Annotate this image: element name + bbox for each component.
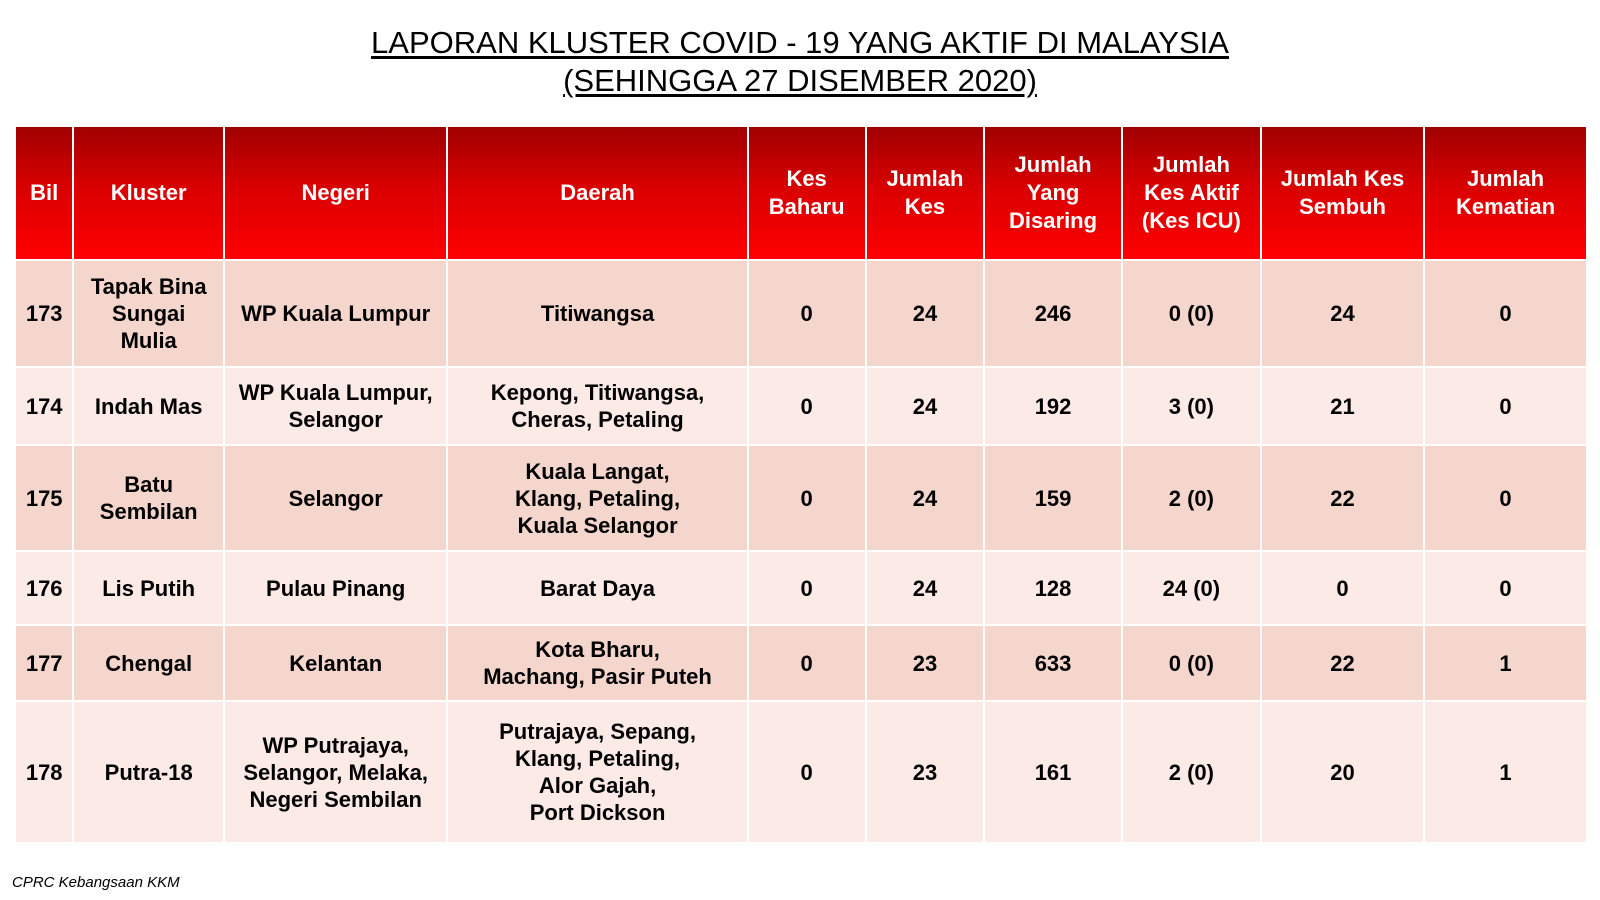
cell-jumlah-kes: 24 — [867, 261, 984, 366]
cell-kluster: Batu Sembilan — [74, 446, 223, 550]
cell-kes-sembuh: 22 — [1262, 626, 1423, 700]
cell-jumlah-kes: 23 — [867, 626, 984, 700]
cell-daerah: Kepong, Titiwangsa, Cheras, Petaling — [448, 368, 746, 444]
cell-kematian: 1 — [1425, 626, 1586, 700]
cell-jumlah-disaring: 128 — [985, 552, 1120, 624]
cell-kluster: Indah Mas — [74, 368, 223, 444]
cell-kematian: 0 — [1425, 368, 1586, 444]
title-line-1: LAPORAN KLUSTER COVID - 19 YANG AKTIF DI MALAYSIA — [371, 25, 1229, 60]
cell-negeri: Selangor — [225, 446, 446, 550]
cell-daerah: Titiwangsa — [448, 261, 746, 366]
cell-kematian: 0 — [1425, 261, 1586, 366]
cell-negeri: WP Putrajaya, Selangor, Melaka, Negeri Sembilan — [225, 702, 446, 842]
cell-kes-aktif: 2 (0) — [1123, 702, 1260, 842]
table-row — [16, 626, 1586, 700]
table-row — [16, 702, 1586, 842]
cell-jumlah-kes: 23 — [867, 702, 984, 842]
header-jumlah-disaring: Jumlah Yang Disaring — [985, 127, 1120, 259]
cell-kes-baharu: 0 — [749, 702, 865, 842]
cell-jumlah-kes: 24 — [867, 446, 984, 550]
header-jumlah-kes: Jumlah Kes — [867, 127, 984, 259]
cell-kes-sembuh: 0 — [1262, 552, 1423, 624]
header-kes-aktif: Jumlah Kes Aktif (Kes ICU) — [1123, 127, 1260, 259]
header-daerah: Daerah — [448, 127, 746, 259]
cell-kes-baharu: 0 — [749, 446, 865, 550]
table-row — [16, 261, 1586, 366]
header-negeri: Negeri — [225, 127, 446, 259]
table-row — [16, 368, 1586, 444]
cell-kes-aktif: 3 (0) — [1123, 368, 1260, 444]
header-kluster: Kluster — [74, 127, 223, 259]
cell-daerah: Putrajaya, Sepang, Klang, Petaling, Alor Gajah, Port Dickson — [448, 702, 746, 842]
cell-jumlah-disaring: 161 — [985, 702, 1120, 842]
cell-jumlah-disaring: 246 — [985, 261, 1120, 366]
cell-negeri: WP Kuala Lumpur, Selangor — [225, 368, 446, 444]
cell-kes-aktif: 24 (0) — [1123, 552, 1260, 624]
cell-bil: 176 — [16, 552, 72, 624]
cell-kematian: 0 — [1425, 446, 1586, 550]
cell-kes-sembuh: 22 — [1262, 446, 1423, 550]
cell-daerah: Kuala Langat, Klang, Petaling, Kuala Selangor — [448, 446, 746, 550]
cell-kluster: Tapak Bina Sungai Mulia — [74, 261, 223, 366]
report-title — [0, 24, 1600, 100]
cell-kes-baharu: 0 — [749, 626, 865, 700]
table-header-row — [16, 127, 1586, 259]
table-row — [16, 446, 1586, 550]
cell-kluster: Lis Putih — [74, 552, 223, 624]
header-bil: Bil — [16, 127, 72, 259]
cell-jumlah-disaring: 633 — [985, 626, 1120, 700]
cell-kes-sembuh: 24 — [1262, 261, 1423, 366]
cell-daerah: Barat Daya — [448, 552, 746, 624]
source-note: CPRC Kebangsaan KKM — [12, 874, 180, 891]
cell-kes-aktif: 0 (0) — [1123, 626, 1260, 700]
cell-kematian: 0 — [1425, 552, 1586, 624]
cell-kes-sembuh: 20 — [1262, 702, 1423, 842]
cell-kes-sembuh: 21 — [1262, 368, 1423, 444]
title-line-2: (SEHINGGA 27 DISEMBER 2020) — [563, 63, 1037, 98]
table-row — [16, 552, 1586, 624]
cell-kes-baharu: 0 — [749, 261, 865, 366]
cell-jumlah-disaring: 192 — [985, 368, 1120, 444]
cell-kes-baharu: 0 — [749, 552, 865, 624]
cell-negeri: Pulau Pinang — [225, 552, 446, 624]
cluster-table — [14, 125, 1588, 844]
cell-jumlah-kes: 24 — [867, 368, 984, 444]
cell-negeri: WP Kuala Lumpur — [225, 261, 446, 366]
cell-jumlah-kes: 24 — [867, 552, 984, 624]
cell-negeri: Kelantan — [225, 626, 446, 700]
cell-bil: 174 — [16, 368, 72, 444]
cell-kes-baharu: 0 — [749, 368, 865, 444]
cell-bil: 175 — [16, 446, 72, 550]
header-kes-sembuh: Jumlah Kes Sembuh — [1262, 127, 1423, 259]
header-kes-baharu: Kes Baharu — [749, 127, 865, 259]
cell-kes-aktif: 2 (0) — [1123, 446, 1260, 550]
cell-bil: 177 — [16, 626, 72, 700]
cell-jumlah-disaring: 159 — [985, 446, 1120, 550]
cell-bil: 178 — [16, 702, 72, 842]
cell-daerah: Kota Bharu, Machang, Pasir Puteh — [448, 626, 746, 700]
cell-kluster: Chengal — [74, 626, 223, 700]
cell-kes-aktif: 0 (0) — [1123, 261, 1260, 366]
cell-kematian: 1 — [1425, 702, 1586, 842]
cell-kluster: Putra-18 — [74, 702, 223, 842]
cell-bil: 173 — [16, 261, 72, 366]
header-kematian: Jumlah Kematian — [1425, 127, 1586, 259]
